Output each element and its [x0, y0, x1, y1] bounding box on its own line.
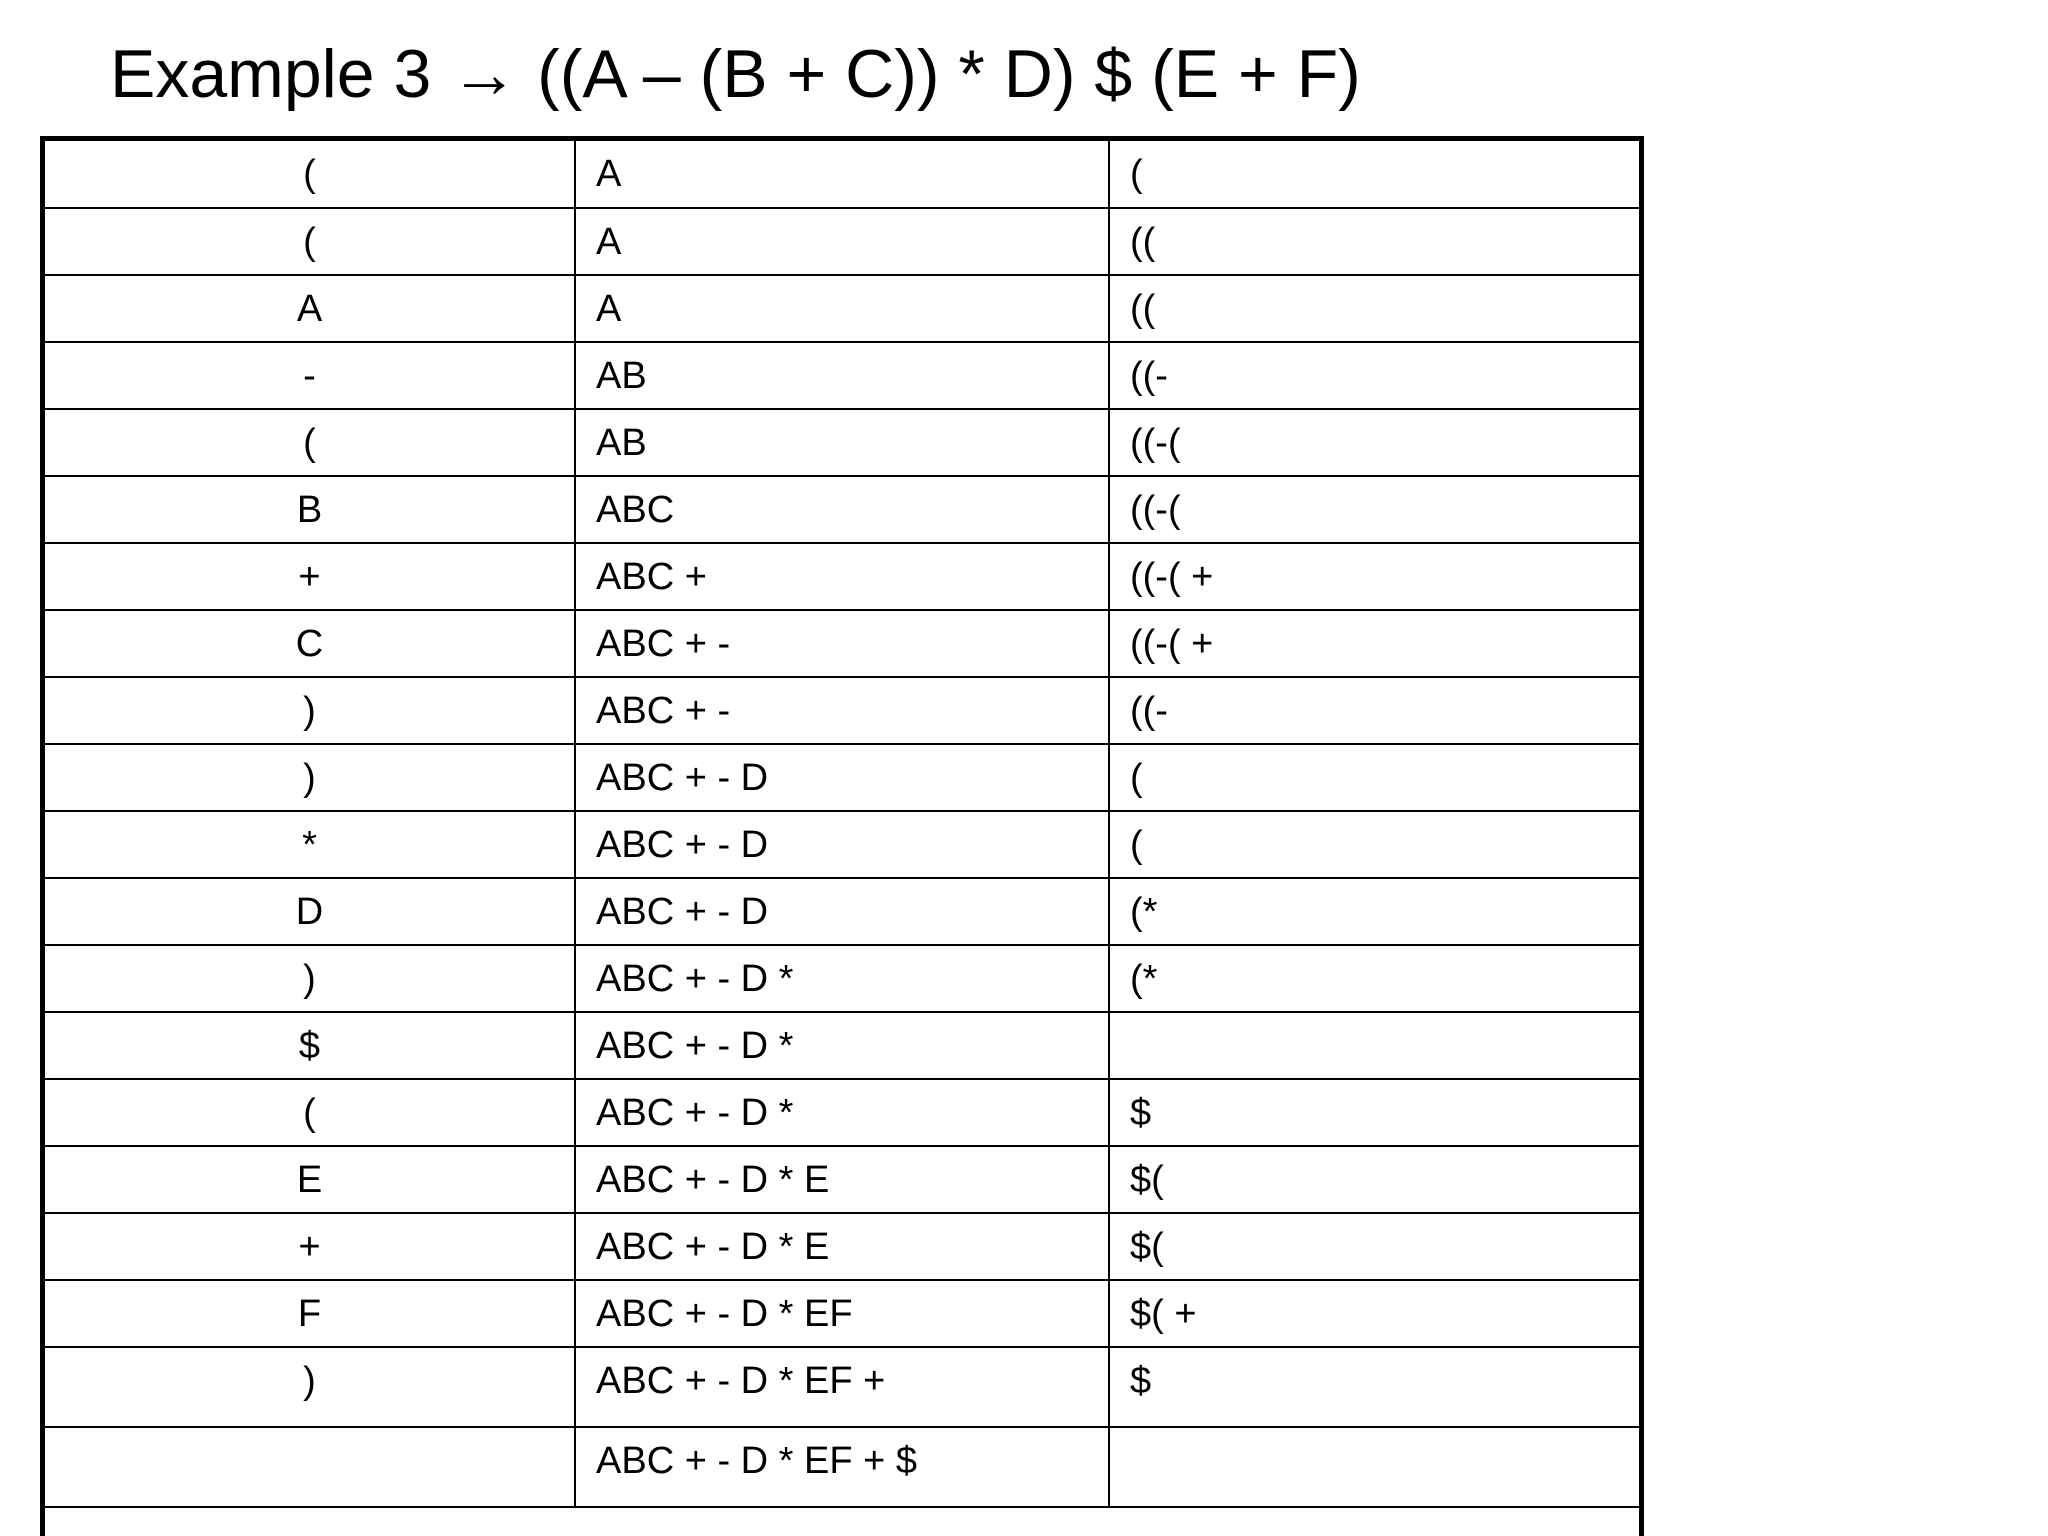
title-prefix: Example 3 — [110, 36, 432, 112]
stack-cell — [1109, 1427, 1639, 1507]
symbol-cell: ) — [45, 677, 575, 744]
table-row — [45, 1280, 1639, 1347]
stack-cell: ( — [1109, 744, 1639, 811]
postfix-cell: ABC + - D — [575, 744, 1109, 811]
postfix-cell: ABC — [575, 476, 1109, 543]
table-row — [45, 1347, 1639, 1427]
symbol-cell — [45, 1427, 575, 1507]
table-row — [45, 342, 1639, 409]
stack-cell: (( — [1109, 275, 1639, 342]
table-row — [45, 1427, 1639, 1507]
conversion-table-container — [40, 136, 1644, 1536]
symbol-cell: + — [45, 543, 575, 610]
table-row — [45, 945, 1639, 1012]
postfix-cell: ABC + - — [575, 610, 1109, 677]
symbol-cell: D — [45, 878, 575, 945]
postfix-cell: ABC + — [575, 543, 1109, 610]
table-row — [45, 1213, 1639, 1280]
symbol-cell: E — [45, 1146, 575, 1213]
postfix-cell: AB — [575, 409, 1109, 476]
table-row — [45, 1146, 1639, 1213]
table-row — [45, 275, 1639, 342]
symbol-cell: * — [45, 811, 575, 878]
table-row — [45, 476, 1639, 543]
postfix-cell: ABC + - D * EF + $ — [575, 1427, 1109, 1507]
postfix-cell: ABC + - D * — [575, 945, 1109, 1012]
symbol-cell: + — [45, 1213, 575, 1280]
symbol-cell: C — [45, 610, 575, 677]
slide-title — [110, 34, 1361, 114]
conversion-table-body — [45, 141, 1639, 1507]
symbol-cell: ) — [45, 744, 575, 811]
table-row — [45, 878, 1639, 945]
symbol-cell: A — [45, 275, 575, 342]
postfix-cell: ABC + - D * E — [575, 1146, 1109, 1213]
symbol-cell: $ — [45, 1012, 575, 1079]
table-row — [45, 1079, 1639, 1146]
symbol-cell: B — [45, 476, 575, 543]
table-row — [45, 208, 1639, 275]
postfix-cell: A — [575, 275, 1109, 342]
stack-cell: ((-( — [1109, 476, 1639, 543]
stack-cell: $( + — [1109, 1280, 1639, 1347]
stack-cell: $( — [1109, 1213, 1639, 1280]
table-row — [45, 1012, 1639, 1079]
stack-cell: ((- — [1109, 342, 1639, 409]
stack-cell: (* — [1109, 945, 1639, 1012]
stack-cell: (( — [1109, 208, 1639, 275]
table-row — [45, 744, 1639, 811]
stack-cell: ((-( — [1109, 409, 1639, 476]
postfix-cell: A — [575, 208, 1109, 275]
stack-cell: (* — [1109, 878, 1639, 945]
stack-cell: ((-( + — [1109, 543, 1639, 610]
right-arrow-icon: → — [450, 36, 519, 112]
symbol-cell: ( — [45, 409, 575, 476]
symbol-cell: ( — [45, 208, 575, 275]
conversion-table — [45, 141, 1639, 1508]
postfix-cell: A — [575, 141, 1109, 208]
stack-cell: $ — [1109, 1079, 1639, 1146]
postfix-cell: ABC + - D * E — [575, 1213, 1109, 1280]
stack-cell — [1109, 1012, 1639, 1079]
table-row — [45, 141, 1639, 208]
symbol-cell: - — [45, 342, 575, 409]
postfix-cell: ABC + - D — [575, 878, 1109, 945]
symbol-cell: F — [45, 1280, 575, 1347]
symbol-cell: ) — [45, 1347, 575, 1427]
symbol-cell: ) — [45, 945, 575, 1012]
stack-cell: ((- — [1109, 677, 1639, 744]
postfix-cell: ABC + - D * — [575, 1012, 1109, 1079]
postfix-cell: ABC + - D * EF + — [575, 1347, 1109, 1427]
stack-cell: $ — [1109, 1347, 1639, 1427]
stack-cell: $( — [1109, 1146, 1639, 1213]
postfix-cell: ABC + - D * — [575, 1079, 1109, 1146]
postfix-cell: ABC + - D * EF — [575, 1280, 1109, 1347]
table-row — [45, 811, 1639, 878]
postfix-cell: AB — [575, 342, 1109, 409]
table-row — [45, 409, 1639, 476]
stack-cell: ((-( + — [1109, 610, 1639, 677]
symbol-cell: ( — [45, 141, 575, 208]
table-row — [45, 610, 1639, 677]
table-row — [45, 677, 1639, 744]
postfix-cell: ABC + - D — [575, 811, 1109, 878]
postfix-cell: ABC + - — [575, 677, 1109, 744]
table-row — [45, 543, 1639, 610]
symbol-cell: ( — [45, 1079, 575, 1146]
stack-cell: ( — [1109, 141, 1639, 208]
title-expression: ((A – (B + C)) * D) $ (E + F) — [537, 36, 1361, 112]
stack-cell: ( — [1109, 811, 1639, 878]
